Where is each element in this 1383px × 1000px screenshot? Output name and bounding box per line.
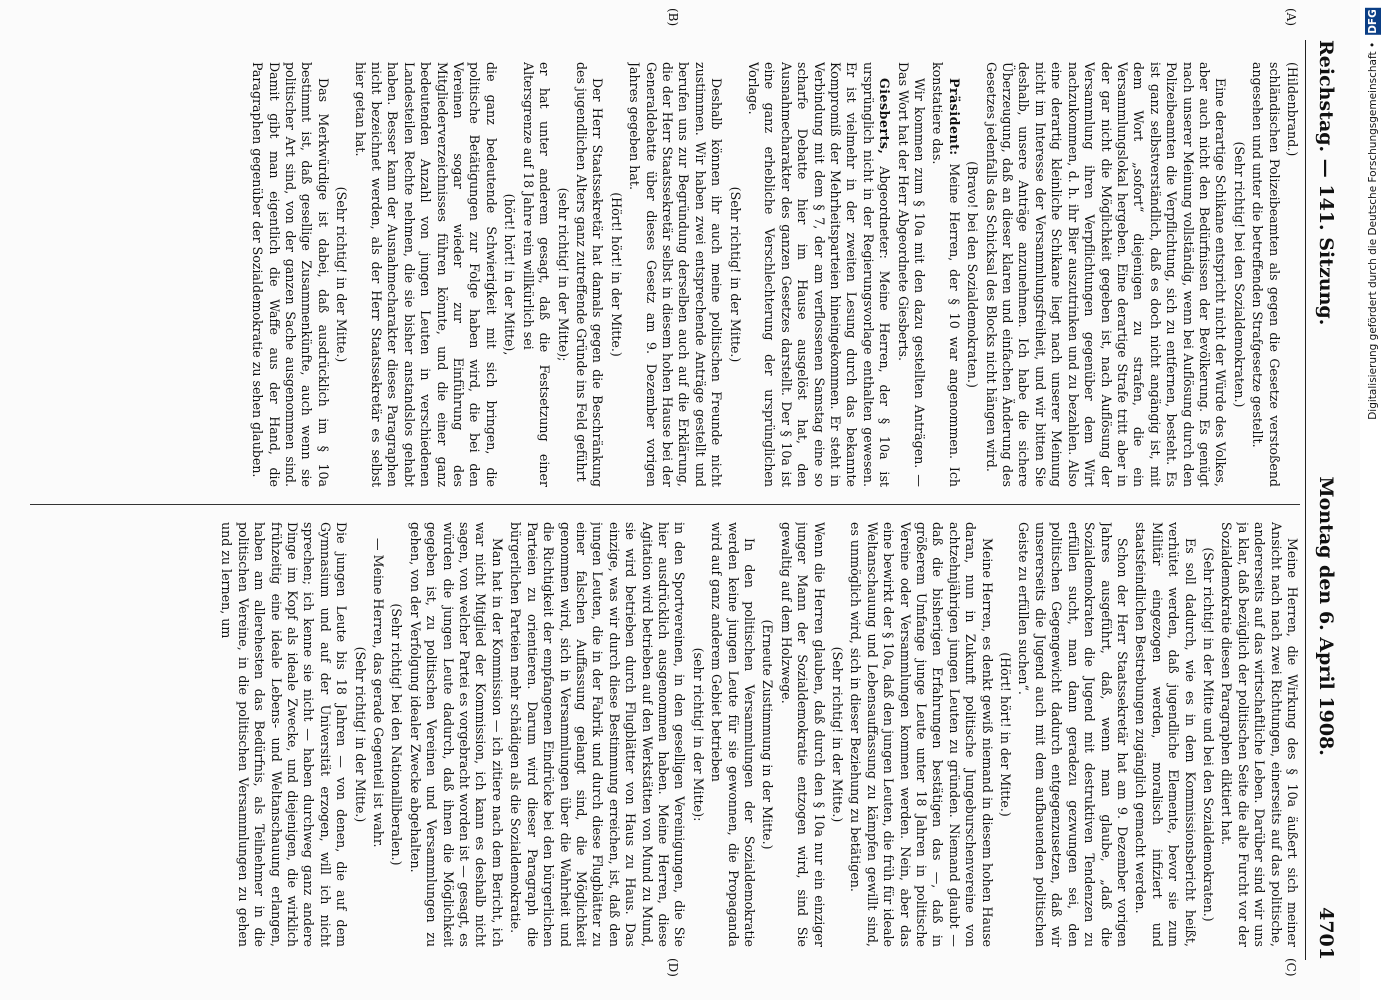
paragraph: in den Sportvereinen, in den geselligen Vereinigungen, die Sie hier ausdrücklich ausgenommen haben. Meine Herren, diese Agitation wird betrieben auf den Werkstätten von Mund zu Mund, sie wird betrieben durch Flugblätter von Haus zu Haus. Das einzige, was wir durch diese Bestimmung erreichen, ist, daß den jungen Leuten, die in der Fabrik und durch diese Flugblätter zu einer falschen Auffassung gelangt sind, die Möglichkeit genommen wird, sich in Versammlungen über die Wahrheit und die Richtigkeit der empfangenen Eindrücke bei den bürgerlichen Parteien zu orientieren. Darum wird dieser Paragraph die bürgerlichen Parteien mehr schädigen als die Sozialdemokratie. xyxy=(508,522,688,947)
paragraph: die ganz bedeutende Schwierigkeit mit sich bringen, die politische Betätigungen zur Folge haben wird, die bei den Vereinen sogar wieder zur Einführung des Mitgliederverzeichnisses führen könnte, und die einer ganz bedeutenden Anzahl von jungen Leuten in verschiedenen Landesteilen Rechte nehmen, die sie bisher anstandslos gehabt haben. Besser kann der Ausnahmecharakter dieses Paragraphen nicht bezeichnet werden, als der Herr Staatssekretär es selbst hier getan hat. xyxy=(352,62,499,487)
paragraph: (sehr richtig! in der Mitte): xyxy=(690,647,706,822)
margin-marker-d: (D) xyxy=(666,958,680,977)
paragraph: In den politischen Versammlungen der Sozialdemokratie werden keine jungen Leute für sie gewonnen, die Propaganda wird auf ganz anderem Gebiet betrieben xyxy=(709,522,757,947)
left-column xyxy=(30,62,1300,487)
paragraph: (Sehr richtig! in der Mitte und bei den Sozialdemokraten.) xyxy=(1200,547,1216,922)
margin-marker-c: (C) xyxy=(1284,958,1298,977)
paragraph: schländischen Polizeibeamten als gegen die Gesetze verstoßend angesehen und unter die betreffenden Strafgesetze gestellt. xyxy=(1250,62,1282,487)
paragraph: (Sehr richtig! in der Mitte.) xyxy=(352,646,368,823)
paragraph: (Sehr richtig! in der Mitte.) xyxy=(334,186,350,363)
paragraph: (Bravo! bei den Sozialdemokraten.) xyxy=(965,161,981,388)
margin-marker-a: (A) xyxy=(1284,8,1298,27)
paragraph: Die jungen Leute bis 18 Jahren — von denen, die auf dem Gymnasium und auf der Universität erzogen, will ich nicht sprechen; ich kenne sie nicht — haben durchweg ganz andere Dinge im Kopf als ideale Zwecke, und diejenigen, die wirklich frühzeitig eine ideale Lebens- und Weltanschauung erlangen, haben am allerehesten das Bedürfnis, als Teilnehmer in die politischen Vereine, in die politischen Versammlungen zu gehen und zu lernen, um xyxy=(219,522,350,947)
paragraph: Eine derartige Schikane entspricht nicht der Würde des Volkes, aber auch nicht den Bedürfnissen der Bevölkerung. Es genügt nach unserer Meinung vollständig, wenn bei Auflösung durch den Polizeibeamten die Verpflichtung, sich zu entfernen, besteht. Es ist ganz selbstverständlich, daß es doch nicht angängig ist, mit dem Wort „sofort“ diejenigen zu strafen, die ein Versammlungslokal hergeben. Eine derartige Strafe tritt aber in der gar nicht die Möglichkeit gegeben ist, nach Auflösung der Versammlung ihren Verpflichtungen gegenüber dem Wirt nachzukommen, d. h. ihr Bier auszutrinken und zu bezahlen. Also eine derartig kleinliche Schikane liegt nach unserer Meinung nicht im Interesse der Versammlungsfreiheit, und wir bitten Sie deshalb, unsere Anträge anzunehmen. Ich habe die sichere Überzeugung, daß an dieser klaren und einfachen Änderung des Gesetzes jedenfalls das Schicksal des Blocks nicht hängen wird. xyxy=(983,62,1229,487)
paragraph: (Hört! hört! in der Mitte.) xyxy=(608,192,624,357)
paragraph: (sehr richtig! in der Mitte); xyxy=(555,187,571,362)
page-number: 4701 xyxy=(1315,907,1337,960)
paragraph: Man hat in der Kommission — ich zitiere nach dem Bericht, ich war nicht Mitglied der Kommission, ich kann es deshalb nicht sagen, von welcher Partei es vorgebracht worden ist — gesagt, es würden die jungen Leute dadurch, daß ihnen die Möglichkeit gegeben ist, zu politischen Vereinen und Versammlungen zu gehen, von der Verfolgung idealer Zwecke abgehalten. xyxy=(407,522,505,947)
paragraph: (Hildenbrand.) xyxy=(1285,62,1300,157)
paragraph: Der Herr Staatssekretär hat damals gegen die Beschränkung des jugendlichen Alters ganz zutreffende Gründe ins Feld geführt xyxy=(573,62,606,487)
paragraph: Schon der Herr Staatssekretär hat am 9. Dezember vorigen Jahres ausgeführt, daß, wenn man glaube, „daß die Sozialdemokraten die Jugend mit destruktiven Tendenzen zu erfüllen sucht, man dann geradezu gezwungen sei, den politischen Gegengewicht dadurch entgegenzusetzen, daß wir unsererseits die Jugend auch mit dem aufbauenden politischen Geiste zu erfüllen suchen“. xyxy=(1016,522,1130,947)
right-column xyxy=(30,522,1300,947)
paragraph: (hört! hört! in der Mitte), xyxy=(502,193,518,356)
paragraph: (Erneute Zustimmung in der Mitte.) xyxy=(760,619,776,850)
paragraph: Präsident: Meine Herren, der § 10 war angenommen. Ich konstatiere das. xyxy=(930,62,962,487)
paragraph: Giesberts, Abgeordneter: Meine Herren, der § 10a ist ursprünglich nicht in der Regierungsvorlage enthalten gewesen. Er ist vielmehr in der zweiten Lesung durch das bekannte Kompromiß der Mehrheitsparteien hineingekommen. Er steht in Verbindung mit dem § 7, der am verflossenen Samstag eine so scharfe Debatte hier im Hause ausgelöst hat, den Ausnahmecharakter des ganzen Gesetzes darstellt. Der § 10a ist eine ganz erhebliche Verschlechterung der ursprünglichen Vorlage. xyxy=(746,62,893,487)
speaker-name: Giesberts, xyxy=(877,78,893,155)
paragraph: Meine Herren, die Wirkung des § 10a äußert sich meiner Ansicht nach nach zwei Richtungen, einerseits auf das politische, andererseits auf das wirtschaftliche Leben. Darüber sind wir uns ja klar, daß bezüglich der politischen Seite die alte Furcht vor der Sozialdemokratie diesen Paragraphen diktiert hat. xyxy=(1219,522,1300,947)
paragraph: Meine Herren, es denkt gewiß niemand in diesem hohen Hause daran, nun in Zukunft politische Jungeburschenvereine von achtzehnjährigen jungen Leuten zu gründen. Niemand glaubt — daß die bisherigen Erfahrungen bestätigen das —, daß in größerem Umfange junge Leute unter 18 Jahren in politische Vereine oder Versammlungen kommen werden. Nein, aber das eine bewirkt der § 10a, daß den jungen Leuten, die früh für ideale Weltanschauung und Lebensauffassung zu kämpfen gewillt sind, es unmöglich wird, sich in dieser Beziehung zu betätigen. xyxy=(848,522,995,947)
paragraph: er hat unter anderem gesagt, daß die Festsetzung einer Altersgrenze auf 18 Jahre rein willkürlich sei xyxy=(520,62,553,487)
paragraph: (Sehr richtig! in der Mitte.) xyxy=(727,186,743,363)
watermark-text: Digitalisierung gefördert durch die Deutsche Forschungsgemeinschaft • xyxy=(1367,41,1379,420)
paragraph: Es soll dadurch, wie es in dem Kommissionsbericht heißt, verhütet werden, daß jugendliche Elemente, bevor sie zum Militär eingezogen werden, moralisch infiziert und staatsfeindlichen Bestrebungen zugänglich gemacht werden. xyxy=(1133,522,1198,947)
paragraph: Deshalb können ihr auch meine politischen Freunde nicht zustimmen. Wir haben zwei entsprechende Anträge gestellt und berufen uns zur Begründung derselben auch auf die Erklärung, die der Herr Staatssekretär selbst in diesem hohen Hause bei der Generaldebatte über dieses Gesetz am 9. Dezember vorigen Jahres gegeben hat. xyxy=(627,62,725,487)
paragraph: (Hört! hört! in der Mitte.) xyxy=(998,652,1014,817)
paragraph: (Sehr richtig! bei den Sozialdemokraten.) xyxy=(1231,141,1247,408)
paragraph: Wenn die Herren glauben, daß durch den § 10a nur ein einziger junger Mann der Sozialdemokratie entzogen wird, sind Sie gewaltig auf dem Holzwege. xyxy=(778,522,827,947)
margin-marker-b: (B) xyxy=(666,8,680,27)
dfg-logo: DFG xyxy=(1367,9,1379,34)
speaker-name: Präsident: xyxy=(946,78,962,156)
header-left: Reichstag. — 141. Sitzung. xyxy=(1315,40,1337,326)
paragraph: (Sehr richtig! bei den Nationalliberalen.) xyxy=(389,603,405,866)
paragraph: — Meine Herren, das gerade Gegenteil ist wahr. xyxy=(371,538,387,848)
paragraph: (Sehr richtig! in der Mitte.) xyxy=(830,646,846,823)
paragraph: Wir kommen zum § 10a mit den dazu gestellten Anträgen. — Das Wort hat der Herr Abgeordnete Giesberts. xyxy=(895,62,928,487)
page-header xyxy=(1305,40,1346,960)
digitization-watermark xyxy=(1365,8,1381,420)
paragraph: Das Merkwürdige ist dabei, daß ausdrücklich im § 10a bestimmt ist, daß gesellige Zusammenkünfte, auch wenn sie politischer Art sind, von der ganzen Sache ausgenommen sind. Damit gibt man eigentlich die Waffe aus der Hand, die Paragraphen gegenüber der Sozialdemokratie zu sehen glauben. xyxy=(250,62,331,487)
column-divider xyxy=(30,504,1300,505)
header-center: Montag den 6. April 1908. xyxy=(1315,476,1337,756)
